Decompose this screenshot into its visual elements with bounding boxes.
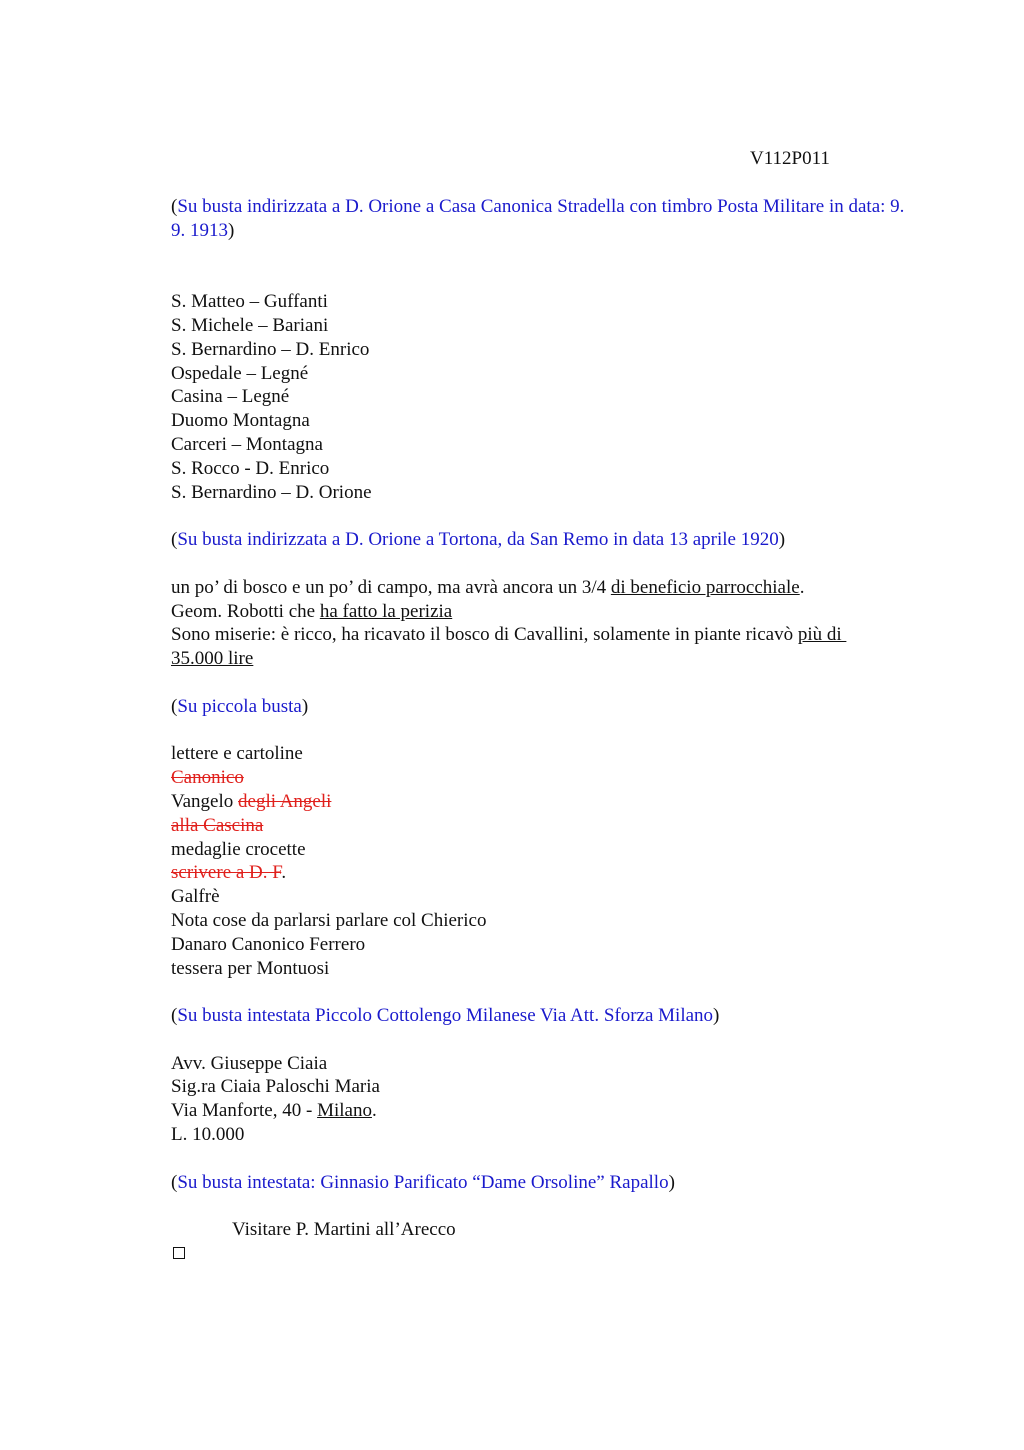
text-run: . — [371, 1100, 377, 1122]
text-line: lettere e cartoline — [171, 743, 303, 765]
deleted-text: alla Cascina — [171, 814, 264, 836]
underlined-text: più di — [797, 624, 847, 646]
section-5 — [171, 1171, 911, 1266]
note-text: Su busta intestata: Ginnasio Parificato “Dame Orsoline” Rapallo — [177, 1171, 669, 1193]
list-item: S. Michele – Bariani — [171, 314, 329, 336]
note-paren-open: ( — [171, 1005, 178, 1027]
document-body — [171, 195, 911, 1266]
text-run: Via Manforte, 40 - — [171, 1100, 318, 1122]
list-item: S. Bernardino – D. Orione — [171, 481, 372, 503]
list-item: Ospedale – Legné — [171, 362, 309, 384]
envelope-note-1 — [171, 195, 911, 243]
underlined-text: di beneficio parrocchiale — [610, 576, 800, 598]
text-line — [171, 576, 911, 600]
checkbox-line — [171, 1242, 911, 1266]
note-paren-close: ) — [668, 1171, 675, 1193]
text-line — [171, 600, 911, 624]
deleted-text: degli Angeli — [238, 790, 332, 812]
envelope-note-3 — [171, 695, 911, 719]
text-line — [171, 766, 911, 790]
spacer — [171, 1147, 911, 1171]
text-run: Vangelo — [171, 790, 239, 812]
section-4 — [171, 1004, 911, 1147]
list-item: Carceri – Montagna — [171, 433, 323, 455]
list-item: Duomo Montagna — [171, 410, 310, 432]
text-line — [171, 647, 911, 671]
text-line — [171, 861, 911, 885]
list-item: S. Bernardino – D. Enrico — [171, 338, 370, 360]
parish-assignment-list — [171, 290, 911, 504]
spacer — [171, 719, 911, 743]
text-line: Visitare P. Martini all’Arecco — [232, 1219, 456, 1241]
text-line — [171, 623, 911, 647]
note-paren-open: ( — [171, 529, 178, 551]
envelope-note-4 — [171, 1004, 911, 1028]
note-paren-open: ( — [171, 1171, 178, 1193]
text-run: . — [281, 862, 287, 884]
page-id: V112P011 — [750, 148, 830, 169]
deleted-text: scrivere a D. F — [171, 862, 282, 884]
note-paren-close: ) — [301, 695, 309, 717]
list-item: Casina – Legné — [171, 386, 290, 408]
text-line: medaglie crocette — [171, 838, 306, 860]
section-3 — [171, 695, 911, 981]
text-line: Danaro Canonico Ferrero — [171, 933, 366, 955]
text-run: Sono miserie: è ricco, ha ricavato il bosco di Cavallini, solamente in piante ricavò — [171, 624, 798, 646]
list-item: S. Rocco - D. Enrico — [171, 457, 330, 479]
text-line: L. 10.000 — [171, 1124, 245, 1146]
underlined-text: Milano — [317, 1100, 372, 1122]
text-line: tessera per Montuosi — [171, 957, 330, 979]
note-text: Su busta indirizzata a D. Orione a Tortona, da San Remo in data 13 aprile 1920 — [177, 529, 779, 551]
text-run: Geom. Robotti che — [171, 600, 320, 622]
note-text: Su busta indirizzata a D. Orione a Casa Canonica Stradella con timbro Posta Militare in data: 9. 9. 1913 — [171, 196, 910, 241]
note-paren-open: ( — [171, 695, 178, 717]
note-text: Su busta intestata Piccolo Cottolengo Milanese Via Att. Sforza Milano — [177, 1005, 714, 1027]
spacer — [171, 552, 911, 576]
text-line — [171, 790, 911, 814]
text-line — [171, 1099, 911, 1123]
note-paren-close: ) — [778, 529, 786, 551]
spacer — [171, 1028, 911, 1052]
note-text: Su piccola busta — [177, 695, 302, 717]
spacer — [171, 504, 911, 528]
spacer — [171, 980, 911, 1004]
spacer — [171, 1194, 911, 1218]
text-line: Nota cose da parlarsi parlare col Chierico — [171, 909, 487, 931]
list-item: S. Matteo – Guffanti — [171, 291, 328, 313]
note-paren-close: ) — [713, 1005, 720, 1027]
text-line — [171, 814, 911, 838]
text-run: un po’ di bosco e un po’ di campo, ma avrà ancora un 3/4 — [171, 576, 611, 598]
spacer — [171, 671, 911, 695]
note-paren-close: ) — [228, 219, 235, 241]
spacer — [171, 243, 911, 291]
underlined-text: ha fatto la perizia — [319, 600, 453, 622]
envelope-note-5 — [171, 1171, 911, 1195]
deleted-text: Canonico — [171, 767, 244, 789]
text-line: Avv. Giuseppe Ciaia — [171, 1052, 328, 1074]
note-paren-open: ( — [171, 196, 178, 217]
text-line: Galfrè — [171, 886, 220, 908]
section-1 — [171, 195, 911, 504]
envelope-note-2 — [171, 528, 911, 552]
empty-checkbox-icon — [173, 1247, 185, 1259]
text-run: . — [799, 576, 805, 598]
underlined-text: 35.000 lire — [171, 648, 254, 670]
text-line: Sig.ra Ciaia Paloschi Maria — [171, 1076, 380, 1098]
section-2 — [171, 528, 911, 671]
